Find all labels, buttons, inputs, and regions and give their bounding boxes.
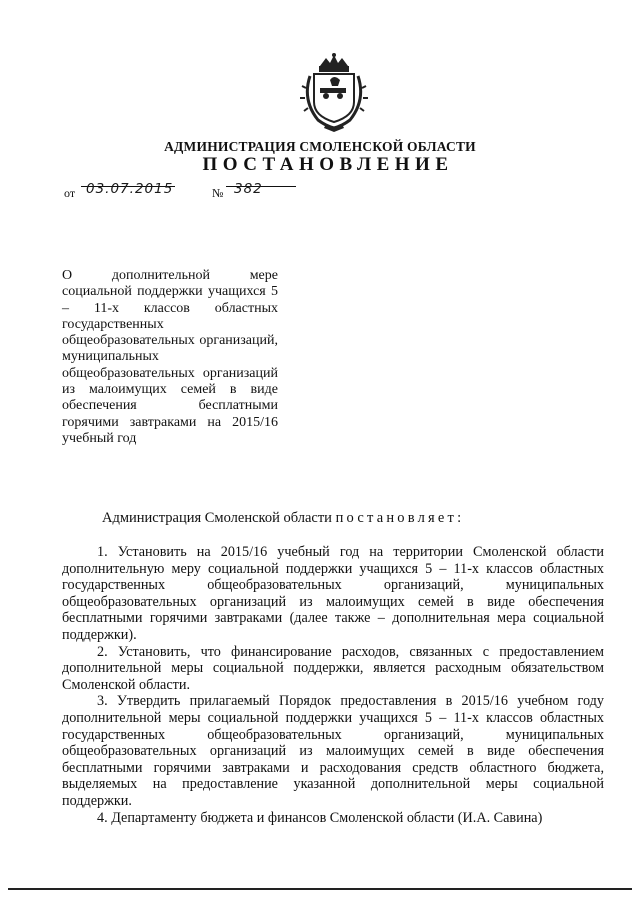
document-subject: О дополнительной мере социальной поддержки учащихся 5 – 11-х классов областных государственных общеобразовательных организаций, муниципальных общеобразовательных организаций из малоимущих семей в виде обеспечения бесплатными горячими завтраками на 2015/16 учебный год bbox=[62, 268, 278, 446]
organization-name: АДМИНИСТРАЦИЯ СМОЛЕНСКОЙ ОБЛАСТИ bbox=[164, 139, 476, 154]
page-bottom-rule bbox=[8, 888, 632, 890]
document-type-title: ПОСТАНОВЛЕНИЕ bbox=[202, 154, 454, 175]
date-prefix: от bbox=[64, 186, 76, 200]
document-body bbox=[62, 544, 604, 826]
preamble-resolves: постановляет: bbox=[335, 510, 465, 526]
number-prefix: № bbox=[212, 186, 224, 200]
number-value: 382 bbox=[234, 181, 263, 197]
paragraph-3: 3. Утвердить прилагаемый Порядок предоставления в 2015/16 учебном году дополнительной меры социальной поддержки учащихся 5 – 11-х классов областных государственных общеобразовательных организаций, муниципальных общеобразовательных организаций из малоимущих семей в виде обеспечения бесплатными горячими завтраками и расходования средств областного бюджета, выделяемых на предоставление указанной дополнительной меры социальной поддержки. bbox=[62, 693, 604, 809]
paragraph-4: 4. Департаменту бюджета и финансов Смоленской области (И.А. Савина) bbox=[97, 809, 543, 826]
preamble-text: Администрация Смоленской области bbox=[102, 510, 332, 526]
date-value: 03.07.2015 bbox=[86, 181, 174, 197]
preamble bbox=[102, 510, 464, 527]
paragraph-2: 2. Установить, что финансирование расходов, связанных с предоставлением дополнительной меры социальной поддержки, является расходным обязательством Смоленской области. bbox=[62, 643, 604, 693]
paragraph-1: 1. Установить на 2015/16 учебный год на территории Смоленской области дополнительную меру социальной поддержки учащихся 5 – 11-х классов областных государственных общеобразовательных организаций, муниципальных общеобразовательных организаций из малоимущих семей в виде обеспечения бесплатными горячими завтраками (далее также – дополнительная мера социальной поддержки). bbox=[62, 544, 604, 643]
coat-of-arms-icon bbox=[296, 52, 372, 134]
